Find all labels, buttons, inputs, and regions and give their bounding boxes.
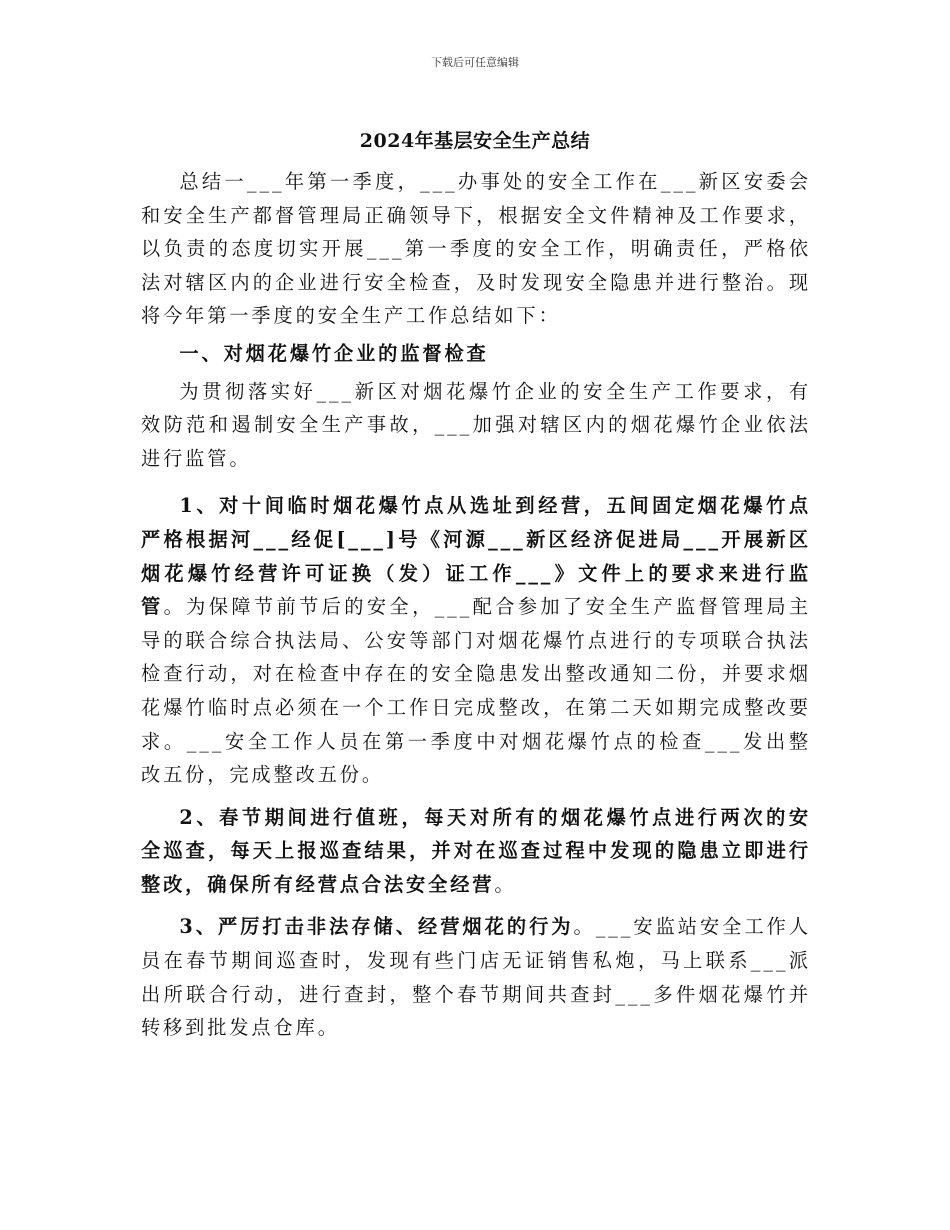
item-2-paragraph — [141, 801, 811, 902]
document-title: 2024年基层安全生产总结 — [359, 130, 591, 152]
item-3-bold-text: 3、严厉打击非法存储、经营烟花的行为 — [179, 915, 574, 939]
section-1-paragraph: 为贯彻落实好___新区对烟花爆竹企业的安全生产工作要求，有效防范和遏制安全生产事故，___加强对辖区内的烟花爆竹企业依法进行监管。 — [141, 379, 811, 470]
header-note: 下载后可任意编辑 — [431, 56, 519, 69]
item-1-bold-text: 1、对十间临时烟花爆竹点从选址到经营，五间固定烟花爆竹点严格根据河___经促[___]号《河源___新区经济促进局___开展新区烟花爆竹经营许可证换（发）证工作___》文件上的要求来进行监管 — [141, 494, 811, 619]
intro-paragraph: 总结一___年第一季度，___办事处的安全工作在___新区安委会和安全生产都督管理局正确领导下，根据安全文件精神及工作要求，以负责的态度切实开展___第一季度的安全工作，明确责任，严格依法对辖区内的企业进行安全检查，及时发现安全隐患并进行整治。现将今年第一季度的安全生产工作总结如下： — [141, 170, 811, 328]
section-1-heading: 一、对烟花爆竹企业的监督检查 — [179, 341, 489, 365]
item-2-bold-text: 2、春节期间进行值班，每天对所有的烟花爆竹点进行两次的安全巡查，每天上报巡查结果，并对在巡查过程中发现的隐患立即进行整改，确保所有经营点合法安全经营 — [141, 805, 811, 896]
item-3-paragraph — [141, 910, 811, 1044]
item-1-paragraph — [141, 489, 811, 791]
document-body — [141, 165, 811, 1045]
item-1-text: 。为保障节前节后的安全，___配合参加了安全生产监督管理局主导的联合综合执法局、公安等部门对烟花爆竹点进行的专项联合执法检查行动，对在检查中存在的安全隐患发出整改通知二份，并要求烟花爆竹临时点必须在一个工作日完成整改，在第二天如期完成整改要求。___安全工作人员在第一季度中对烟花爆竹点的检查___发出整改五份，完成整改五份。 — [141, 595, 811, 787]
item-2-text: 。 — [494, 872, 517, 896]
item-3-text: 。___安监站安全工作人员在春节期间巡查时，发现有些门店无证销售私炮，马上联系___派出所联合行动，进行查封，整个春节期间共查封___多件烟花爆竹并转移到批发点仓库。 — [141, 915, 811, 1040]
